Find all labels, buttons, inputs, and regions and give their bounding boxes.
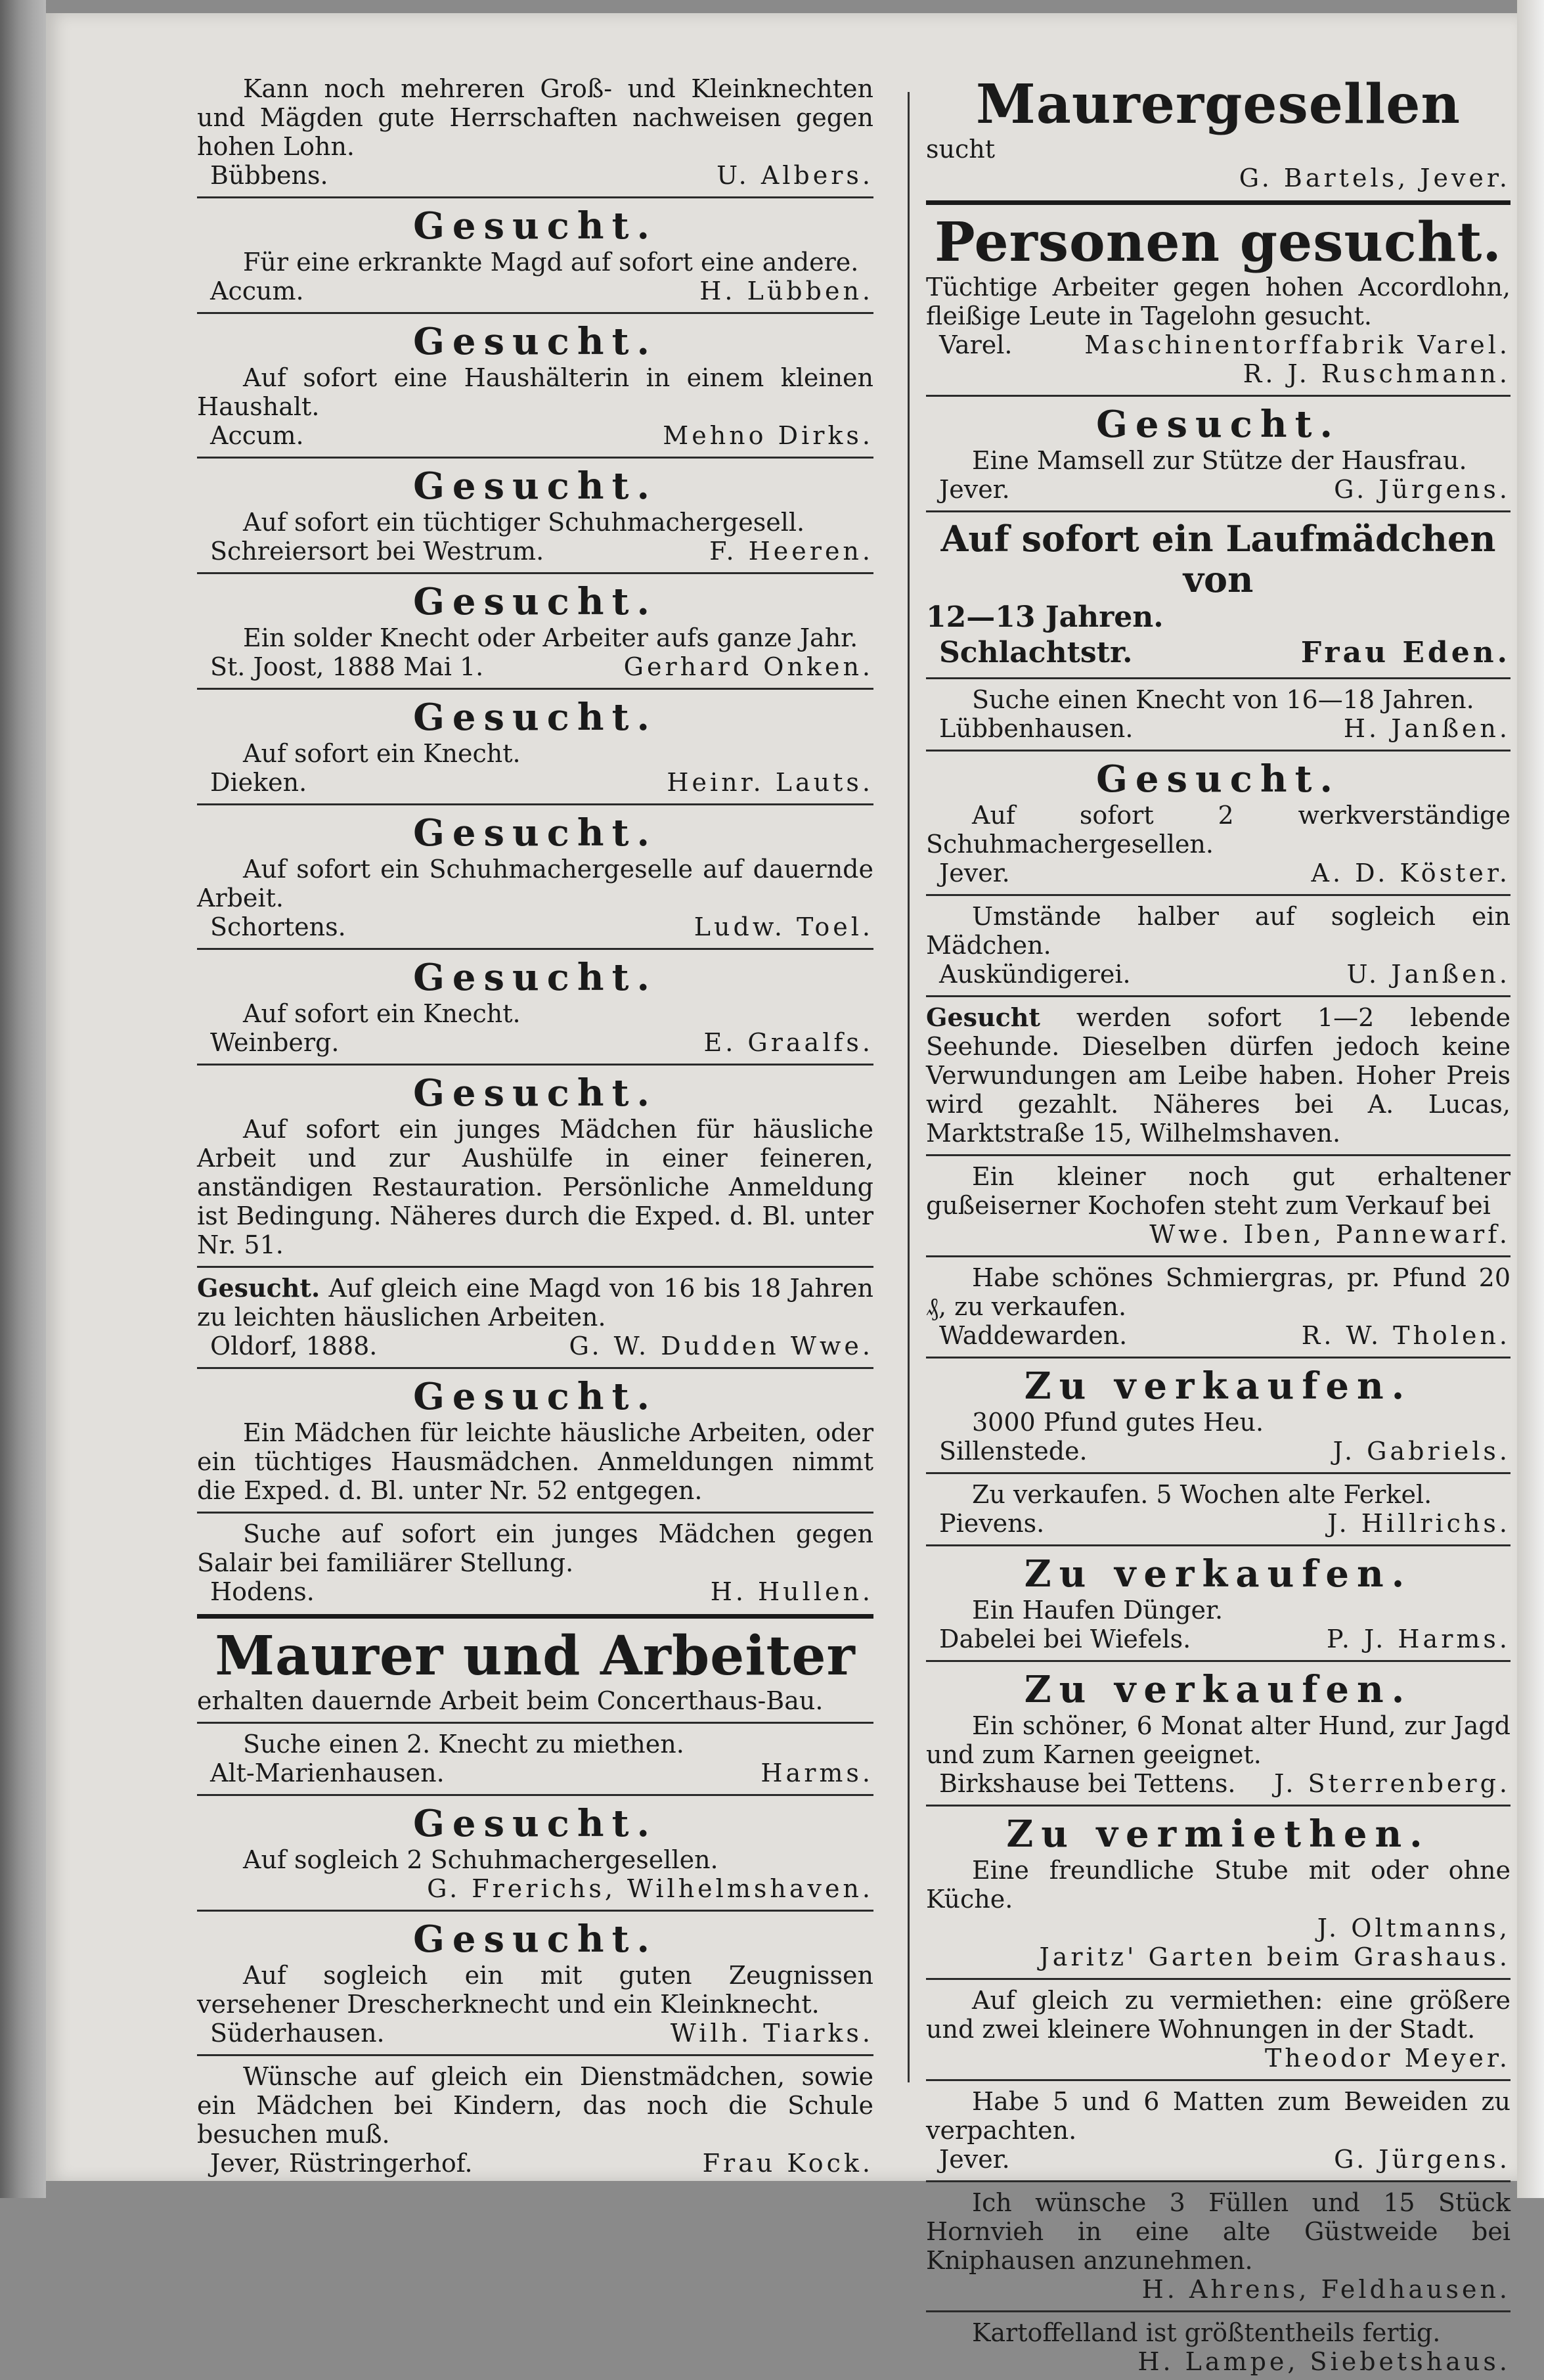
advertisement [926,2316,1511,2380]
ad-signature: F. Heeren. [709,537,873,566]
ad-body: Auf sofort ein junges Mädchen für häusliche Arbeit und zur Aushülfe in einer feineren, anständigen Restauration. Persönliche Anmeldung ist Bedingung. Näheres durch die Exped. d. Bl. unter Nr. 51. [197,1115,873,1259]
book-binding [0,0,46,2198]
ad-place [926,2347,939,2376]
ad-footer [197,2149,873,2178]
ad-place: Schreiersort bei Westrum. [210,537,544,566]
ad-heading: Gesucht. [413,696,657,739]
separator-rule [197,1367,873,1369]
ad-title: Maurer und Arbeiter [215,1625,856,1688]
separator-rule [926,2310,1511,2312]
ad-footer [197,1028,873,1057]
ad-signature: J. Oltmanns, [1317,1914,1511,1942]
advertisement [926,683,1511,747]
ad-place: Jever, Rüstringerhof. [210,2149,473,2178]
advertisement [197,1728,873,1791]
advertisement [926,1001,1511,1152]
separator-rule [926,1544,1511,1546]
ad-heading: Gesucht. [413,1918,657,1961]
ad-signature: H. Lampe, Siebetshaus. [1137,2347,1511,2376]
separator-rule [197,948,873,950]
ad-heading: Gesucht. [413,1071,657,1115]
advertisement [197,462,873,570]
ad-place [926,2044,939,2073]
ad-place: Jever. [939,2145,1010,2174]
ad-place: Accum. [210,421,304,450]
ad-body [197,1274,873,1332]
ad-place [926,1220,939,1249]
separator-rule [197,1910,873,1912]
ad-body: Auf sogleich ein mit guten Zeugnissen versehener Drescherknecht und ein Kleinknecht. [197,1961,873,2019]
ad-text: werden sofort 1—2 lebende Seehunde. Dieselben dürfen jedoch keine Verwundungen am Leibe haben. Hoher Preis wird gezahlt. Näheres bei A. Lucas, Marktstraße 15, Wilhelmshaven. [926,1003,1511,1148]
separator-rule [926,1805,1511,1807]
ad-footer [926,2044,1511,2073]
advertisement [926,72,1511,196]
ad-place: Oldorf, 1888. [210,1332,378,1360]
ad-signature: Frau Kock. [702,2149,873,2178]
ad-heading: Zu verkaufen. [1024,1668,1413,1711]
advertisement [197,954,873,1061]
ad-footer [926,1914,1511,1942]
advertisement [197,202,873,309]
ad-body: Habe schönes Schmiergras, pr. Pfund 20 ₰, zu verkaufen. [926,1263,1511,1321]
ad-signature: Ludw. Toel. [694,912,873,941]
ad-body: Ein schöner, 6 Monat alter Hund, zur Jagd und zum Karnen geeignet. [926,1711,1511,1769]
advertisement [197,694,873,801]
separator-rule [926,1255,1511,1257]
advertisement [926,1261,1511,1354]
separator-rule [197,312,873,314]
ad-place: Schortens. [210,912,346,941]
ad-place: Jever. [939,475,1010,504]
ad-footer [926,714,1511,743]
ad-body: Auf sofort ein Knecht. [243,739,521,768]
advertisement [926,755,1511,891]
advertisement [926,210,1511,392]
ad-title-row [926,600,1511,635]
ad-heading: Gesucht. [413,1375,657,1418]
ad-place: Schlachtstr. [939,636,1133,669]
ad-body: Eine freundliche Stube mit oder ohne Küche. [926,1856,1511,1914]
separator-rule [197,803,873,805]
ad-heading: Gesucht. [413,956,657,999]
ad-body: Ein Haufen Dünger. [972,1596,1224,1625]
ad-footer [926,1321,1511,1350]
ad-body: Kann noch mehreren Groß- und Kleinknechten und Mägden gute Herrschaften nachweisen gegen hohen Lohn. [197,74,873,161]
ad-heading: Zu vermiethen. [1006,1812,1430,1856]
ad-signature: G. Jürgens. [1334,475,1511,504]
ad-heading: Gesucht. [1096,757,1340,801]
ad-place: Hodens. [210,1577,315,1606]
ad-place: Auskündigerei. [939,960,1131,989]
ad-title: Maurergesellen [975,73,1461,136]
ad-body [926,1003,1511,1148]
advertisement [926,516,1511,675]
ad-signature: Wwe. Iben, Pannewarf. [1149,1220,1511,1249]
ad-place: Jever. [939,859,1010,887]
ad-signature: Heinr. Lauts. [667,768,873,797]
ad-signature-extra: R. J. Ruschmann. [1243,359,1511,388]
ad-footer [197,768,873,797]
advertisement [197,318,873,454]
ad-body: Für eine erkrankte Magd auf sofort eine andere. [243,248,859,277]
ad-heading: Gesucht. [413,811,657,855]
ad-place [926,164,939,192]
ad-footer [926,2145,1511,2174]
separator-rule [197,1614,873,1619]
separator-rule [926,2079,1511,2081]
ad-footer [926,1769,1511,1798]
ad-signature: J. Gabriels. [1333,1437,1511,1466]
ad-footer [197,277,873,305]
ad-body: Auf sofort 2 werkverständige Schuhmachergesellen. [926,801,1511,859]
separator-rule [926,200,1511,205]
separator-rule [926,2180,1511,2182]
separator-rule [197,1064,873,1066]
separator-rule [926,1154,1511,1156]
ad-place: Accum. [210,277,304,305]
advertisement [197,1800,873,1907]
ad-body: Suche auf sofort ein junges Mädchen gegen Salair bei familiärer Stellung. [197,1519,873,1577]
ad-signature: U. Janßen. [1346,960,1511,989]
ad-body: Suche einen Knecht von 16—18 Jahren. [972,685,1474,714]
ad-signature: H. Lübben. [699,277,873,305]
ad-place: Lübbenhausen. [939,714,1134,743]
ad-body: Eine Mamsell zur Stütze der Hausfrau. [972,446,1467,475]
ad-footer [926,1625,1511,1653]
ad-title-line: Auf sofort ein Laufmädchen von [940,518,1496,600]
ad-place: Weinberg. [210,1028,340,1057]
advertisement [926,401,1511,508]
ad-footer [926,2347,1511,2376]
ad-place: Bübbens. [210,161,328,190]
ad-body: Ich wünsche 3 Füllen und 15 Stück Hornvieh in eine alte Güstweide bei Kniphausen anzunehmen. [926,2188,1511,2275]
ad-signature: Wilh. Tiarks. [670,2019,873,2048]
ad-text: Auf gleich eine Magd von 16 bis 18 Jahren zu leichten häuslichen Arbeiten. [197,1274,873,1332]
advertisement [926,2186,1511,2308]
ad-place: Waddewarden. [939,1321,1128,1350]
advertisement [926,1984,1511,2077]
ad-footer [197,421,873,450]
ad-footer [926,330,1511,359]
separator-rule [926,1660,1511,1662]
ad-footer [197,2019,873,2048]
separator-rule [926,750,1511,752]
separator-rule [926,510,1511,512]
ad-place: Alt-Marienhausen. [210,1759,445,1787]
ad-signature: P. J. Harms. [1326,1625,1511,1653]
ad-place: Pievens. [939,1509,1045,1538]
separator-rule [926,1978,1511,1980]
ad-body: Wünsche auf gleich ein Dienstmädchen, sowie ein Mädchen bei Kindern, das noch die Schule besuchen muß. [197,2062,873,2149]
ad-signature: Harms. [761,1759,873,1787]
ad-body: Ein kleiner noch gut erhaltener gußeiserner Kochofen steht zum Verkauf bei [926,1162,1511,1220]
ad-body: Ein Mädchen für leichte häusliche Arbeiten, oder ein tüchtiges Hausmädchen. Anmeldungen nimmt die Exped. d. Bl. unter Nr. 52 entgegen. [197,1418,873,1505]
ad-place: Dieken. [210,768,307,797]
advertisement [926,1666,1511,1802]
separator-rule [926,677,1511,679]
advertisement [926,1550,1511,1657]
advertisement [926,1362,1511,1470]
ad-signature: R. W. Tholen. [1301,1321,1511,1350]
ad-title-age: 12—13 Jahren. [926,600,1164,634]
ad-signature: H. Ahrens, Feldhausen. [1141,2275,1511,2304]
ad-place: St. Joost, 1888 Mai 1. [210,652,484,681]
ad-lead: Gesucht [926,1002,1040,1032]
ad-footer [197,1759,873,1787]
ad-signature: Frau Eden. [1300,636,1511,669]
ad-heading: Zu verkaufen. [1024,1552,1413,1596]
ad-place [926,2275,939,2304]
ad-heading: Gesucht. [413,464,657,508]
ad-signature: H. Janßen. [1343,714,1511,743]
next-page-edge [1517,0,1544,2198]
ad-signature: Theodor Meyer. [1264,2044,1511,2073]
advertisement [197,1916,873,2052]
ad-body: Auf sofort ein Knecht. [243,999,521,1028]
ad-title: Personen gesucht. [935,211,1502,274]
column-divider [908,92,910,2082]
advertisement [197,1373,873,1509]
advertisement [926,1160,1511,1253]
separator-rule [926,894,1511,896]
ad-footer [926,960,1511,989]
ad-footer [197,537,873,566]
ad-footer [926,1220,1511,1249]
advertisement [197,578,873,685]
ad-body: Zu verkaufen. 5 Wochen alte Ferkel. [972,1480,1432,1509]
ad-heading: Gesucht. [413,204,657,248]
ad-signature: Maschinentorffabrik Varel. [1084,330,1511,359]
separator-rule [197,2054,873,2056]
advertisement [926,1478,1511,1542]
ad-signature: J. Sterrenberg. [1274,1769,1511,1798]
separator-rule [197,572,873,574]
ad-footer [926,475,1511,504]
ad-heading: Gesucht. [413,1802,657,1845]
ad-footer [197,652,873,681]
ad-heading: Gesucht. [413,320,657,363]
separator-rule [197,457,873,459]
ad-place: Sillenstede. [939,1437,1088,1466]
ad-body: Suche einen 2. Knecht zu miethen. [243,1730,684,1759]
ad-footer [197,161,873,190]
ad-heading: Gesucht. [1096,403,1340,446]
separator-rule [197,196,873,198]
ad-body: 3000 Pfund gutes Heu. [972,1408,1264,1437]
ad-body: Auf sofort ein tüchtiger Schuhmachergesell. [243,508,805,537]
separator-rule [926,1472,1511,1474]
ad-body: Umstände halber auf sogleich ein Mädchen. [926,902,1511,960]
ad-body: Kartoffelland ist größtentheils fertig. [972,2318,1441,2347]
separator-rule [197,1722,873,1724]
advertisement [197,1624,873,1719]
ad-footer [197,1577,873,1606]
ad-place: Süderhausen. [210,2019,385,2048]
separator-rule [197,1512,873,1514]
ad-body: Auf sofort ein Schuhmachergeselle auf dauernde Arbeit. [197,855,873,912]
ad-signature: G. Jürgens. [1334,2145,1511,2174]
separator-rule [926,995,1511,997]
ad-body: erhalten dauernde Arbeit beim Concerthaus-Bau. [197,1686,824,1715]
separator-rule [197,1266,873,1268]
separator-rule [197,1794,873,1796]
advertisement [197,1517,873,1610]
ad-footer [926,164,1511,192]
advertisement [197,72,873,194]
ad-signature: G. Frerichs, Wilhelmshaven. [427,1874,873,1903]
ad-footer [926,1437,1511,1466]
ad-signature: E. Graalfs. [703,1028,873,1057]
ad-body: Auf sogleich 2 Schuhmachergesellen. [243,1845,718,1874]
ad-body: sucht [926,135,996,164]
ad-body: Auf sofort eine Haushälterin in einem kleinen Haushalt. [197,363,873,421]
separator-rule [926,395,1511,397]
advertisement [197,1069,873,1263]
separator-rule [926,1357,1511,1358]
ad-place: Dabelei bei Wiefels. [939,1625,1191,1653]
right-column [926,72,1511,2376]
ad-body: Ein solder Knecht oder Arbeiter aufs ganze Jahr. [243,623,858,652]
ad-place: Varel. [939,330,1013,359]
ad-footer [197,1332,873,1360]
ad-footer [197,1874,873,1903]
ad-signature: A. D. Köster. [1311,859,1511,887]
ad-signature: G. Bartels, Jever. [1239,164,1511,192]
ad-footer [926,1509,1511,1538]
ad-footer [926,635,1511,671]
ad-body: Auf gleich zu vermiethen: eine größere und zwei kleinere Wohnungen in der Stadt. [926,1986,1511,2044]
ad-signature: J. Hillrichs. [1327,1509,1511,1538]
ad-place: Birkshause bei Tettens. [939,1769,1236,1798]
ad-signature: Gerhard Onken. [623,652,873,681]
ad-signature-extra: Jaritz' Garten beim Grashaus. [1039,1942,1511,1971]
ad-signature: H. Hullen. [710,1577,873,1606]
ad-heading: Zu verkaufen. [1024,1364,1413,1408]
separator-rule [197,688,873,690]
left-column [197,72,873,2178]
advertisement [197,1272,873,1364]
advertisement [926,900,1511,993]
ad-body: Habe 5 und 6 Matten zum Beweiden zu verpachten. [926,2087,1511,2145]
ad-place [926,1914,939,1942]
ad-footer [926,859,1511,887]
ad-footer [197,912,873,941]
advertisement [926,1810,1511,1975]
ad-place [197,1874,210,1903]
ad-body: Tüchtige Arbeiter gegen hohen Accordlohn, fleißige Leute in Tagelohn gesucht. [926,273,1511,330]
advertisement [197,809,873,945]
ad-signature: U. Albers. [717,161,873,190]
ad-footer [926,2275,1511,2304]
ad-signature: Mehno Dirks. [663,421,873,450]
ad-lead: Gesucht. [197,1273,320,1303]
ad-signature: G. W. Dudden Wwe. [569,1332,873,1360]
advertisement [197,2060,873,2182]
ad-heading: Gesucht. [413,580,657,623]
advertisement [926,2085,1511,2178]
